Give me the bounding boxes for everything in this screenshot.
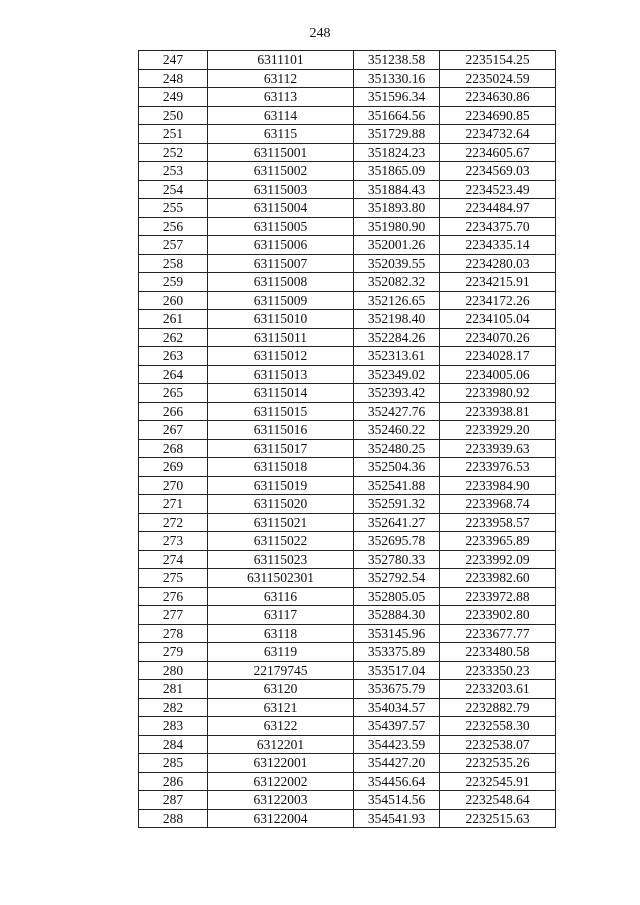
- table-row: [139, 199, 556, 218]
- point-id-cell: 63115012: [208, 347, 354, 366]
- x-coordinate-cell: 352884.30: [354, 606, 440, 625]
- y-coordinate-cell: 2233972.88: [440, 587, 556, 606]
- row-number-cell: 250: [139, 106, 208, 125]
- row-number-cell: 254: [139, 180, 208, 199]
- x-coordinate-cell: 354456.64: [354, 772, 440, 791]
- table-row: [139, 661, 556, 680]
- table-row: [139, 143, 556, 162]
- row-number-cell: 253: [139, 162, 208, 181]
- row-number-cell: 265: [139, 384, 208, 403]
- coordinates-table-body: [139, 51, 556, 828]
- point-id-cell: 6311502301: [208, 569, 354, 588]
- point-id-cell: 63115019: [208, 476, 354, 495]
- x-coordinate-cell: 351865.09: [354, 162, 440, 181]
- y-coordinate-cell: 2235154.25: [440, 51, 556, 70]
- table-row: [139, 791, 556, 810]
- point-id-cell: 63115003: [208, 180, 354, 199]
- point-id-cell: 63115009: [208, 291, 354, 310]
- table-row: [139, 698, 556, 717]
- point-id-cell: 63114: [208, 106, 354, 125]
- x-coordinate-cell: 351238.58: [354, 51, 440, 70]
- row-number-cell: 263: [139, 347, 208, 366]
- x-coordinate-cell: 352805.05: [354, 587, 440, 606]
- x-coordinate-cell: 353675.79: [354, 680, 440, 699]
- row-number-cell: 285: [139, 754, 208, 773]
- table-row: [139, 809, 556, 828]
- row-number-cell: 277: [139, 606, 208, 625]
- y-coordinate-cell: 2233480.58: [440, 643, 556, 662]
- point-id-cell: 22179745: [208, 661, 354, 680]
- y-coordinate-cell: 2234215.91: [440, 273, 556, 292]
- y-coordinate-cell: 2234005.06: [440, 365, 556, 384]
- table-row: [139, 384, 556, 403]
- table-row: [139, 254, 556, 273]
- point-id-cell: 63115013: [208, 365, 354, 384]
- row-number-cell: 266: [139, 402, 208, 421]
- x-coordinate-cell: 352504.36: [354, 458, 440, 477]
- table-row: [139, 680, 556, 699]
- x-coordinate-cell: 352541.88: [354, 476, 440, 495]
- x-coordinate-cell: 354423.59: [354, 735, 440, 754]
- x-coordinate-cell: 354034.57: [354, 698, 440, 717]
- y-coordinate-cell: 2232558.30: [440, 717, 556, 736]
- y-coordinate-cell: 2234523.49: [440, 180, 556, 199]
- row-number-cell: 252: [139, 143, 208, 162]
- point-id-cell: 63115002: [208, 162, 354, 181]
- point-id-cell: 63115001: [208, 143, 354, 162]
- y-coordinate-cell: 2232548.64: [440, 791, 556, 810]
- row-number-cell: 269: [139, 458, 208, 477]
- x-coordinate-cell: 352198.40: [354, 310, 440, 329]
- table-row: [139, 458, 556, 477]
- row-number-cell: 256: [139, 217, 208, 236]
- table-row: [139, 402, 556, 421]
- y-coordinate-cell: 2234172.26: [440, 291, 556, 310]
- y-coordinate-cell: 2234630.86: [440, 88, 556, 107]
- table-row: [139, 125, 556, 144]
- y-coordinate-cell: 2233976.53: [440, 458, 556, 477]
- y-coordinate-cell: 2233203.61: [440, 680, 556, 699]
- y-coordinate-cell: 2232882.79: [440, 698, 556, 717]
- y-coordinate-cell: 2234105.04: [440, 310, 556, 329]
- point-id-cell: 63115008: [208, 273, 354, 292]
- row-number-cell: 287: [139, 791, 208, 810]
- y-coordinate-cell: 2233982.60: [440, 569, 556, 588]
- x-coordinate-cell: 351330.16: [354, 69, 440, 88]
- point-id-cell: 63115006: [208, 236, 354, 255]
- row-number-cell: 281: [139, 680, 208, 699]
- table-row: [139, 495, 556, 514]
- table-row: [139, 569, 556, 588]
- x-coordinate-cell: 352284.26: [354, 328, 440, 347]
- table-row: [139, 735, 556, 754]
- y-coordinate-cell: 2233958.57: [440, 513, 556, 532]
- y-coordinate-cell: 2233350.23: [440, 661, 556, 680]
- point-id-cell: 6311101: [208, 51, 354, 70]
- row-number-cell: 248: [139, 69, 208, 88]
- coordinates-table: [138, 50, 556, 828]
- point-id-cell: 63115023: [208, 550, 354, 569]
- point-id-cell: 63115018: [208, 458, 354, 477]
- row-number-cell: 267: [139, 421, 208, 440]
- point-id-cell: 63115017: [208, 439, 354, 458]
- x-coordinate-cell: 352126.65: [354, 291, 440, 310]
- y-coordinate-cell: 2233938.81: [440, 402, 556, 421]
- row-number-cell: 278: [139, 624, 208, 643]
- y-coordinate-cell: 2232545.91: [440, 772, 556, 791]
- row-number-cell: 283: [139, 717, 208, 736]
- y-coordinate-cell: 2234484.97: [440, 199, 556, 218]
- x-coordinate-cell: 352427.76: [354, 402, 440, 421]
- x-coordinate-cell: 352313.61: [354, 347, 440, 366]
- row-number-cell: 274: [139, 550, 208, 569]
- point-id-cell: 6312201: [208, 735, 354, 754]
- point-id-cell: 63122003: [208, 791, 354, 810]
- table-row: [139, 310, 556, 329]
- table-row: [139, 347, 556, 366]
- table-row: [139, 587, 556, 606]
- point-id-cell: 63112: [208, 69, 354, 88]
- x-coordinate-cell: 352780.33: [354, 550, 440, 569]
- x-coordinate-cell: 353145.96: [354, 624, 440, 643]
- row-number-cell: 286: [139, 772, 208, 791]
- point-id-cell: 63115021: [208, 513, 354, 532]
- table-row: [139, 772, 556, 791]
- table-row: [139, 328, 556, 347]
- point-id-cell: 63115014: [208, 384, 354, 403]
- y-coordinate-cell: 2234375.70: [440, 217, 556, 236]
- x-coordinate-cell: 352591.32: [354, 495, 440, 514]
- x-coordinate-cell: 351729.88: [354, 125, 440, 144]
- x-coordinate-cell: 351664.56: [354, 106, 440, 125]
- row-number-cell: 268: [139, 439, 208, 458]
- y-coordinate-cell: 2235024.59: [440, 69, 556, 88]
- table-row: [139, 643, 556, 662]
- table-row: [139, 180, 556, 199]
- table-row: [139, 513, 556, 532]
- x-coordinate-cell: 351596.34: [354, 88, 440, 107]
- row-number-cell: 247: [139, 51, 208, 70]
- x-coordinate-cell: 354514.56: [354, 791, 440, 810]
- y-coordinate-cell: 2233929.20: [440, 421, 556, 440]
- row-number-cell: 257: [139, 236, 208, 255]
- x-coordinate-cell: 351893.80: [354, 199, 440, 218]
- point-id-cell: 63113: [208, 88, 354, 107]
- point-id-cell: 63115022: [208, 532, 354, 551]
- row-number-cell: 264: [139, 365, 208, 384]
- row-number-cell: 272: [139, 513, 208, 532]
- x-coordinate-cell: 352082.32: [354, 273, 440, 292]
- point-id-cell: 63115005: [208, 217, 354, 236]
- y-coordinate-cell: 2233968.74: [440, 495, 556, 514]
- row-number-cell: 275: [139, 569, 208, 588]
- row-number-cell: 260: [139, 291, 208, 310]
- point-id-cell: 63115020: [208, 495, 354, 514]
- table-row: [139, 162, 556, 181]
- point-id-cell: 63120: [208, 680, 354, 699]
- y-coordinate-cell: 2234569.03: [440, 162, 556, 181]
- point-id-cell: 63116: [208, 587, 354, 606]
- x-coordinate-cell: 351884.43: [354, 180, 440, 199]
- x-coordinate-cell: 352641.27: [354, 513, 440, 532]
- table-row: [139, 217, 556, 236]
- point-id-cell: 63122001: [208, 754, 354, 773]
- y-coordinate-cell: 2234605.67: [440, 143, 556, 162]
- point-id-cell: 63122: [208, 717, 354, 736]
- row-number-cell: 262: [139, 328, 208, 347]
- x-coordinate-cell: 351824.23: [354, 143, 440, 162]
- table-row: [139, 106, 556, 125]
- row-number-cell: 251: [139, 125, 208, 144]
- point-id-cell: 63115011: [208, 328, 354, 347]
- point-id-cell: 63115: [208, 125, 354, 144]
- y-coordinate-cell: 2233984.90: [440, 476, 556, 495]
- table-row: [139, 550, 556, 569]
- row-number-cell: 270: [139, 476, 208, 495]
- table-row: [139, 624, 556, 643]
- y-coordinate-cell: 2234732.64: [440, 125, 556, 144]
- y-coordinate-cell: 2233992.09: [440, 550, 556, 569]
- x-coordinate-cell: 352393.42: [354, 384, 440, 403]
- y-coordinate-cell: 2232535.26: [440, 754, 556, 773]
- table-row: [139, 439, 556, 458]
- y-coordinate-cell: 2233965.89: [440, 532, 556, 551]
- x-coordinate-cell: 354397.57: [354, 717, 440, 736]
- point-id-cell: 63122004: [208, 809, 354, 828]
- page-number: 248: [309, 26, 331, 41]
- table-row: [139, 69, 556, 88]
- point-id-cell: 63115007: [208, 254, 354, 273]
- table-row: [139, 717, 556, 736]
- point-id-cell: 63121: [208, 698, 354, 717]
- table-row: [139, 51, 556, 70]
- x-coordinate-cell: 352792.54: [354, 569, 440, 588]
- point-id-cell: 63117: [208, 606, 354, 625]
- x-coordinate-cell: 353517.04: [354, 661, 440, 680]
- x-coordinate-cell: 351980.90: [354, 217, 440, 236]
- x-coordinate-cell: 352349.02: [354, 365, 440, 384]
- row-number-cell: 288: [139, 809, 208, 828]
- point-id-cell: 63122002: [208, 772, 354, 791]
- table-row: [139, 754, 556, 773]
- table-row: [139, 273, 556, 292]
- row-number-cell: 273: [139, 532, 208, 551]
- y-coordinate-cell: 2234690.85: [440, 106, 556, 125]
- y-coordinate-cell: 2232515.63: [440, 809, 556, 828]
- x-coordinate-cell: 353375.89: [354, 643, 440, 662]
- row-number-cell: 276: [139, 587, 208, 606]
- y-coordinate-cell: 2233980.92: [440, 384, 556, 403]
- y-coordinate-cell: 2233677.77: [440, 624, 556, 643]
- row-number-cell: 259: [139, 273, 208, 292]
- y-coordinate-cell: 2233902.80: [440, 606, 556, 625]
- x-coordinate-cell: 352695.78: [354, 532, 440, 551]
- y-coordinate-cell: 2232538.07: [440, 735, 556, 754]
- table-row: [139, 606, 556, 625]
- x-coordinate-cell: 354427.20: [354, 754, 440, 773]
- y-coordinate-cell: 2234335.14: [440, 236, 556, 255]
- table-row: [139, 421, 556, 440]
- point-id-cell: 63115015: [208, 402, 354, 421]
- point-id-cell: 63115010: [208, 310, 354, 329]
- y-coordinate-cell: 2233939.63: [440, 439, 556, 458]
- row-number-cell: 271: [139, 495, 208, 514]
- table-row: [139, 365, 556, 384]
- y-coordinate-cell: 2234028.17: [440, 347, 556, 366]
- table-row: [139, 291, 556, 310]
- row-number-cell: 261: [139, 310, 208, 329]
- table-row: [139, 532, 556, 551]
- y-coordinate-cell: 2234280.03: [440, 254, 556, 273]
- point-id-cell: 63115004: [208, 199, 354, 218]
- row-number-cell: 282: [139, 698, 208, 717]
- table-row: [139, 476, 556, 495]
- table-row: [139, 88, 556, 107]
- point-id-cell: 63115016: [208, 421, 354, 440]
- point-id-cell: 63119: [208, 643, 354, 662]
- row-number-cell: 279: [139, 643, 208, 662]
- row-number-cell: 284: [139, 735, 208, 754]
- row-number-cell: 280: [139, 661, 208, 680]
- row-number-cell: 249: [139, 88, 208, 107]
- row-number-cell: 255: [139, 199, 208, 218]
- x-coordinate-cell: 352460.22: [354, 421, 440, 440]
- x-coordinate-cell: 352001.26: [354, 236, 440, 255]
- x-coordinate-cell: 352480.25: [354, 439, 440, 458]
- x-coordinate-cell: 352039.55: [354, 254, 440, 273]
- y-coordinate-cell: 2234070.26: [440, 328, 556, 347]
- x-coordinate-cell: 354541.93: [354, 809, 440, 828]
- point-id-cell: 63118: [208, 624, 354, 643]
- row-number-cell: 258: [139, 254, 208, 273]
- table-row: [139, 236, 556, 255]
